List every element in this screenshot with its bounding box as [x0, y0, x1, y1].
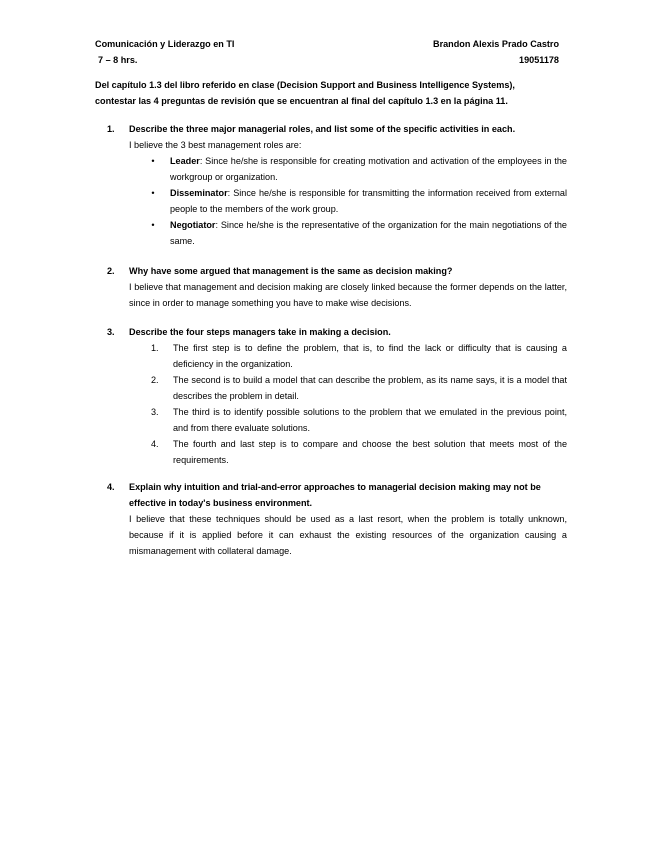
bullet-term: Leader	[170, 156, 200, 166]
step-item	[151, 436, 567, 468]
step-text: The second is to build a model that can describe the problem, as its name says, it is a model that describes the problem in detail.	[173, 375, 567, 401]
question-3	[107, 324, 567, 468]
assignment-instructions	[95, 77, 569, 109]
header-right	[433, 36, 559, 68]
step-text: The fourth and last step is to compare and choose the best solution that meets most of the requirements.	[173, 439, 567, 465]
question-2	[107, 263, 567, 311]
instructions-line-1: Del capítulo 1.3 del libro referido en clase (Decision Support and Business Intelligence Systems),	[95, 80, 515, 90]
class-schedule: 7 – 8 hrs.	[98, 55, 138, 65]
step-text: The first step is to define the problem, that is, to find the lack or difficulty that is causing a deficiency in the organization.	[173, 343, 567, 369]
instructions-line-2: contestar las 4 preguntas de revisión que se encuentran al final del capítulo 1.3 en la página 11.	[95, 96, 508, 106]
question-1	[107, 121, 567, 249]
question-answer: I believe the 3 best management roles are:	[129, 140, 302, 150]
question-number: 2.	[107, 266, 115, 276]
question-number: 4.	[107, 482, 115, 492]
bullet-icon: •	[151, 220, 155, 230]
bullet-term: Disseminator	[170, 188, 228, 198]
question-4	[107, 479, 567, 559]
student-id: 19051178	[519, 55, 559, 65]
header-left	[95, 36, 234, 68]
step-number: 3.	[151, 407, 159, 417]
step-number: 2.	[151, 375, 159, 385]
course-name: Comunicación y Liderazgo en TI	[95, 39, 235, 49]
step-item	[151, 404, 567, 436]
step-item	[151, 340, 567, 372]
bullet-text: : Since he/she is responsible for creating motivation and activation of the employees in the workgroup or organization.	[170, 156, 567, 182]
bullet-item	[147, 153, 567, 185]
question-title: Describe the three major managerial roles, and list some of the specific activities in each.	[129, 124, 516, 134]
question-number: 1.	[107, 124, 115, 134]
bullet-term: Negotiator	[170, 220, 216, 230]
bullet-item	[147, 185, 567, 217]
bullet-text: : Since he/she is responsible for transmitting the information received from external people to the members of the work group.	[170, 188, 567, 214]
bullet-icon: •	[151, 156, 155, 166]
question-title: Describe the four steps managers take in making a decision.	[129, 327, 391, 337]
question-number: 3.	[107, 327, 115, 337]
bullet-text: : Since he/she is the representative of the organization for the main negotiations of the same.	[170, 220, 567, 246]
question-title: Why have some argued that management is the same as decision making?	[129, 266, 453, 276]
bullet-item	[147, 217, 567, 249]
question-answer: I believe that management and decision making are closely linked because the former depends on the latter, since in order to manage something you have to make wise decisions.	[129, 282, 567, 308]
step-text: The third is to identify possible solutions to the problem that we emulated in the previous point, and from there evaluate solutions.	[173, 407, 567, 433]
student-name: Brandon Alexis Prado Castro	[433, 39, 559, 49]
question-answer: I believe that these techniques should be used as a last resort, when the problem is totally unknown, because if it is applied before it can exhaust the existing resources of the organization causing a mismanagement with collateral damage.	[129, 514, 567, 556]
question-title: Explain why intuition and trial-and-error approaches to managerial decision making may not be effective in today's business environment.	[129, 482, 541, 508]
bullet-icon: •	[151, 188, 155, 198]
step-number: 4.	[151, 439, 159, 449]
step-number: 1.	[151, 343, 159, 353]
step-item	[151, 372, 567, 404]
